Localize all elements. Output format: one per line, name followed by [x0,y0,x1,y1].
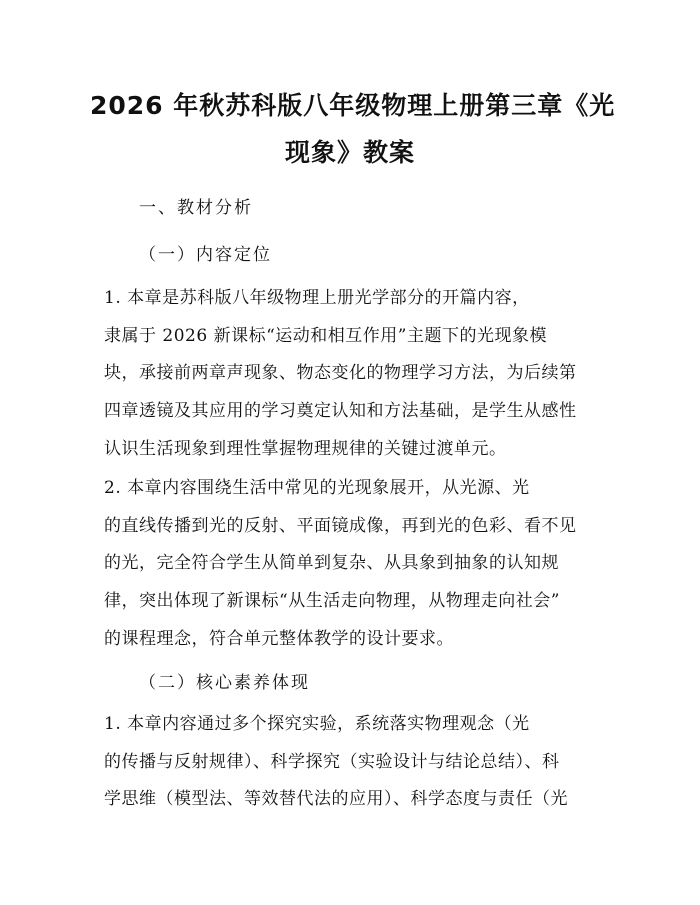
paragraph-line: 2. 本章内容围绕生活中常见的光现象展开，从光源、光 [104,478,530,498]
paragraph-line: 的直线传播到光的反射、平面镜成像，再到光的色彩、看不见 [104,515,577,536]
subsection-heading-core-competencies: （二）核心素养体现 [139,673,310,693]
paragraph-line: 律，突出体现了新课标“从生活走向物理，从物理走向社会” [104,591,560,612]
section-heading-textbook-analysis: 一、教材分析 [139,198,253,218]
paragraph-line: 的课程理念，符合单元整体教学的设计要求。 [104,628,454,649]
paragraph-line: 的光，完全符合学生从简单到复杂、从具象到抽象的认知规 [104,553,559,574]
paragraph-line: 1. 本章内容通过多个探究实验，系统落实物理观念（光 [104,714,530,734]
paragraph-2 [104,470,604,659]
paragraph-1 [104,280,604,469]
subsection-heading-content-positioning: （一）内容定位 [139,245,272,265]
document-title-line-2: 现象》教案 [284,138,415,167]
paragraph-line: 学思维（模型法、等效替代法的应用）、科学态度与责任（光 [104,789,568,810]
paragraph-3 [104,706,604,819]
document-title-line-1: 2026 年秋苏科版八年级物理上册第三章《光 [90,91,616,120]
paragraph-line: 隶属于 2026 新课标“运动和相互作用”主题下的光现象模 [104,325,547,346]
paragraph-line: 1. 本章是苏科版八年级物理上册光学部分的开篇内容， [104,288,530,308]
paragraph-line: 的传播与反射规律）、科学探究（实验设计与结论总结）、科 [104,751,560,772]
paragraph-line: 四章透镜及其应用的学习奠定认知和方法基础，是学生从感性 [104,401,577,422]
paragraph-line: 块，承接前两章声现象、物态变化的物理学习方法，为后续第 [104,363,577,384]
paragraph-line: 认识生活现象到理性掌握物理规律的关键过渡单元。 [104,438,507,459]
